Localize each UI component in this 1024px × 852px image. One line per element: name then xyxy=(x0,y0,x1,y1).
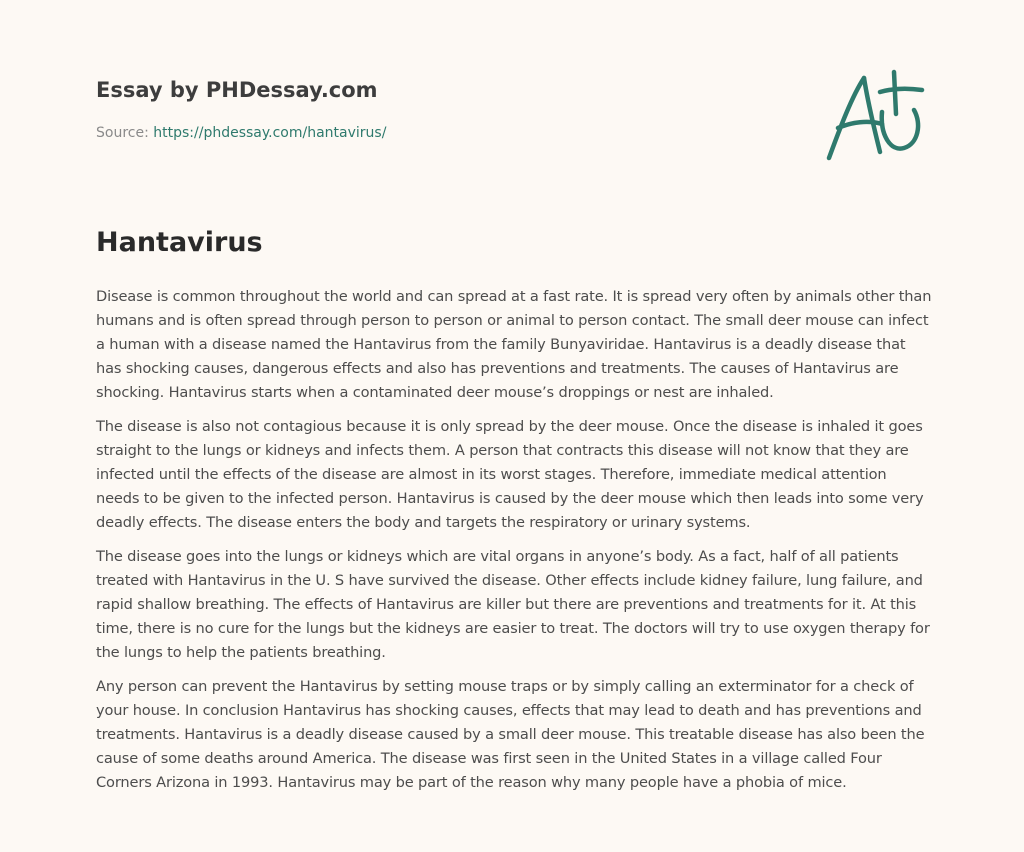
site-title: Essay by PHDessay.com xyxy=(96,78,378,102)
essay-paragraph-3: The disease goes into the lungs or kidneys which are vital organs in anyone’s body. As a fact, half of all patients treated with Hantavirus in the U. S have survived the disease. Other effects include kidney failure, lung failure, and rapid shallow breathing. The effects of Hantavirus are killer but there are preventions and treatments for it. At this time, there is no cure for the lungs but the kidneys are easier to treat. The doctors will try to use oxygen therapy for the lungs to help the patients breathing. xyxy=(96,548,930,661)
source-line xyxy=(96,124,386,142)
essay-title: Hantavirus xyxy=(96,227,263,258)
a-plus-logo-icon xyxy=(822,68,926,164)
essay-paragraph-2: The disease is also not contagious because it is only spread by the deer mouse. Once the disease is inhaled it goes straight to the lungs or kidneys and infects them. A person that contracts this disease will not know that they are infected until the effects of the disease are almost in its worst stages. Therefore, immediate medical attention needs to be given to the infected person. Hantavirus is caused by the deer mouse which then leads into some very deadly effects. The disease enters the body and targets the respiratory or urinary systems. xyxy=(96,418,924,531)
source-label: Source: xyxy=(96,125,154,141)
essay-paragraph-4: Any person can prevent the Hantavirus by setting mouse traps or by simply calling an exterminator for a check of your house. In conclusion Hantavirus has shocking causes, effects that may lead to death and has preventions and treatments. Hantavirus is a deadly disease caused by a small deer mouse. This treatable disease has also been the cause of some deaths around America. The disease was first seen in the United States in a village called Four Corners Arizona in 1993. Hantavirus may be part of the reason why many people have a phobia of mice. xyxy=(96,678,925,791)
essay-paragraph-1: Disease is common throughout the world and can spread at a fast rate. It is spread very often by animals other than humans and is often spread through person to person or animal to person contact. The small deer mouse can infect a human with a disease named the Hantavirus from the family Bunyaviridae. Hantavirus is a deadly disease that has shocking causes, dangerous effects and also has preventions and treatments. The causes of Hantavirus are shocking. Hantavirus starts when a contaminated deer mouse’s droppings or nest are inhaled. xyxy=(96,288,932,401)
source-link[interactable]: https://phdessay.com/hantavirus/ xyxy=(153,125,387,141)
essay-body xyxy=(96,285,932,805)
